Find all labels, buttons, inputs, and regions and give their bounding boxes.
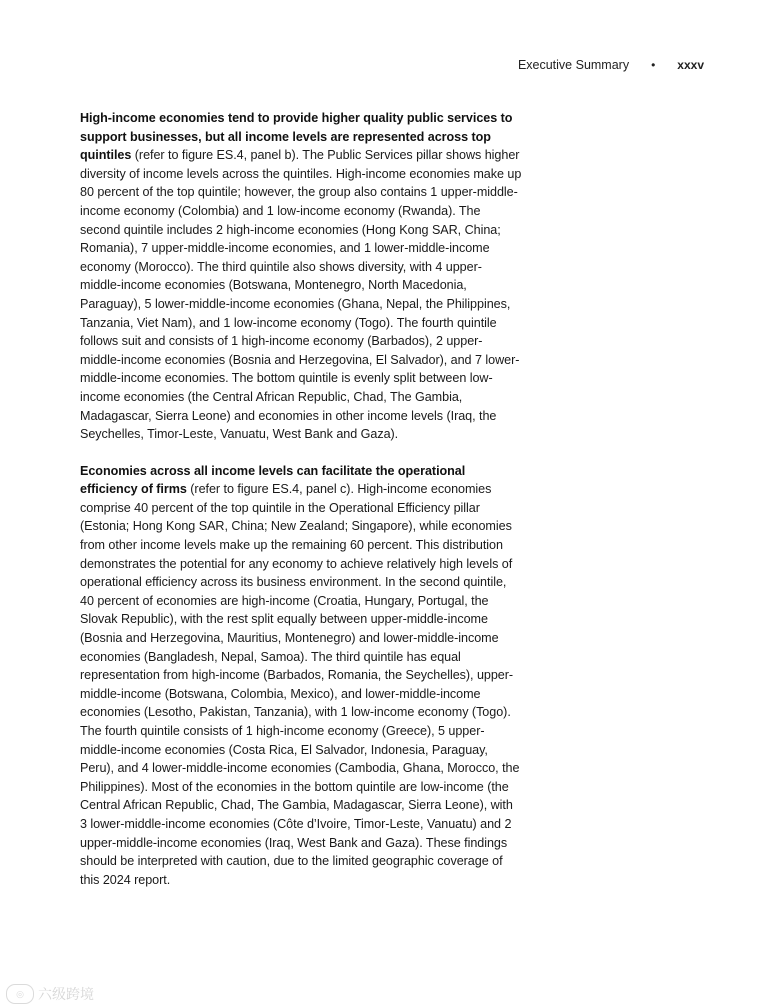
paragraph-lead: Economies across all income levels can facilitate the operational efficiency of firms [80, 463, 466, 497]
running-header [518, 58, 704, 72]
watermark [6, 984, 94, 1004]
paragraph-body: (refer to figure ES.4, panel b). The Public Services pillar shows higher diversity of income levels across the quintiles. High-income economies make up 80 percent of the top quintile; however, the group also contains 1 upper-middle-income economy (Colombia) and 1 low-income economy (Rwanda). The second quintile includes 2 high-income economies (Hong Kong SAR, China; Romania), 7 upper-middle-income economies, and 1 lower-middle-income economy (Morocco). The third quintile also shows diversity, with 4 upper-middle-income economies (Botswana, Montenegro, North Macedonia, Paraguay), 5 lower-middle-income economies (Ghana, Nepal, the Philippines, Tanzania, Viet Nam), and 1 low-income economy (Togo). The fourth quintile follows suit and consists of 1 high-income economy (Barbados), 2 upper-middle-income economies (Bosnia and Herzegovina, El Salvador), and 7 lower-middle-income economies. The bottom quintile is evenly split between low-income economies (the Central African Republic, Chad, The Gambia, Madagascar, Sierra Leone) and economies in other income levels (Iraq, the Seychelles, Timor-Leste, Vanuatu, West Bank and Gaza). [80, 148, 522, 442]
paragraph-operational-efficiency [80, 462, 522, 890]
paragraph-lead: High-income economies tend to provide higher quality public services to support businesses, but all income levels are represented across top quintiles [80, 111, 513, 163]
header-bullet: • [651, 58, 656, 72]
section-title: Executive Summary [517, 58, 630, 72]
paragraph-body: (refer to figure ES.4, panel c). High-income economies comprise 40 percent of the top quintile in the Operational Efficiency pillar (Estonia; Hong Kong SAR, China; New Zealand; Singapore), while economies from other income levels make up the remaining 60 percent. This distribution demonstrates the potential for any economy to achieve relatively high levels of operational efficiency across its business environment. In the second quintile, 40 percent of economies are high-income (Croatia, Hungary, Portugal, the Slovak Republic), with the rest split equally between upper-middle-income (Bosnia and Herzegovina, Mauritius, Montenegro) and lower-middle-income economies (Bangladesh, Nepal, Samoa). The third quintile has equal representation from high-income (Barbados, Romania, the Seychelles), upper-middle-income (Botswana, Colombia, Mexico), and lower-middle-income economies (Lesotho, Pakistan, Tanzania), with 1 low-income economy (Togo). The fourth quintile consists of 1 high-income economy (Greece), 5 upper-middle-income economies (Costa Rica, El Salvador, Indonesia, Paraguay, Peru), and 4 lower-middle-income economies (Cambodia, Ghana, Morocco, the Philippines). Most of the economies in the bottom quintile are low-income (the Central African Republic, Chad, The Gambia, Madagascar, Sierra Leone), with 3 lower-middle-income economies (Côte d’Ivoire, Timor-Leste, Vanuatu) and 2 upper-middle-income economies (Iraq, West Bank and Gaza). These findings should be interpreted with caution, due to the limited geographic coverage of this 2024 report. [80, 482, 520, 887]
watermark-text: 六级跨境 [38, 986, 94, 1002]
body-text [80, 109, 522, 907]
paragraph-public-services [80, 109, 522, 444]
page-number: xxxv [677, 58, 704, 72]
watermark-logo-icon: ◎ [6, 984, 34, 1004]
